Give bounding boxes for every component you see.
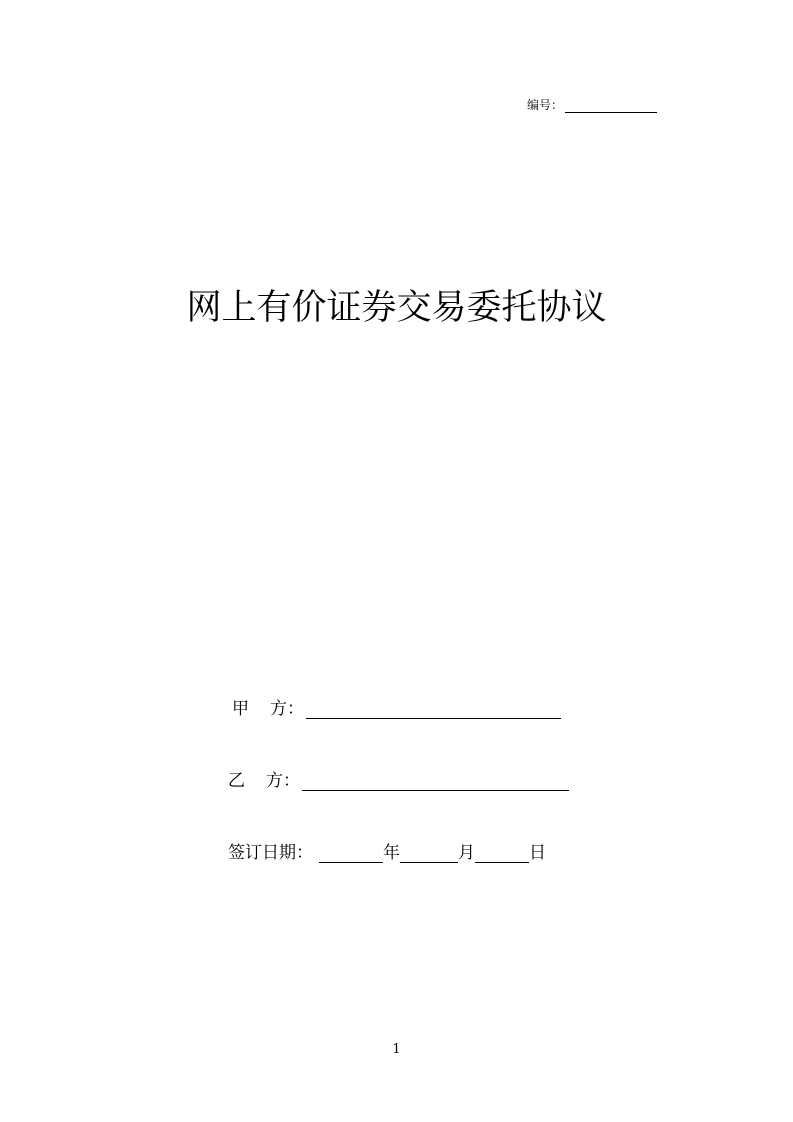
month-label: 月: [458, 843, 475, 863]
year-label: 年: [383, 843, 400, 863]
party-b-field: [228, 766, 569, 791]
document-number-blank[interactable]: [565, 100, 657, 113]
page-number: 1: [392, 1042, 401, 1057]
sign-date-field: [228, 838, 546, 863]
document-number-label: 编号：: [527, 98, 564, 112]
day-label: 日: [529, 843, 546, 863]
party-b-label-char: 乙: [228, 771, 245, 791]
party-b-label-suffix: 方：: [266, 771, 300, 791]
party-a-field: [232, 694, 561, 719]
sign-day-blank[interactable]: [475, 845, 529, 863]
sign-month-blank[interactable]: [400, 845, 458, 863]
party-b-blank[interactable]: [302, 773, 569, 791]
sign-date-label: 签订日期：: [228, 843, 313, 863]
document-number: [527, 96, 657, 113]
party-a-blank[interactable]: [306, 701, 561, 719]
sign-year-blank[interactable]: [319, 845, 383, 863]
document-title: 网上有价证券交易委托协议: [186, 288, 607, 328]
party-a-label-suffix: 方：: [270, 699, 304, 719]
party-a-label-char: 甲: [232, 699, 249, 719]
